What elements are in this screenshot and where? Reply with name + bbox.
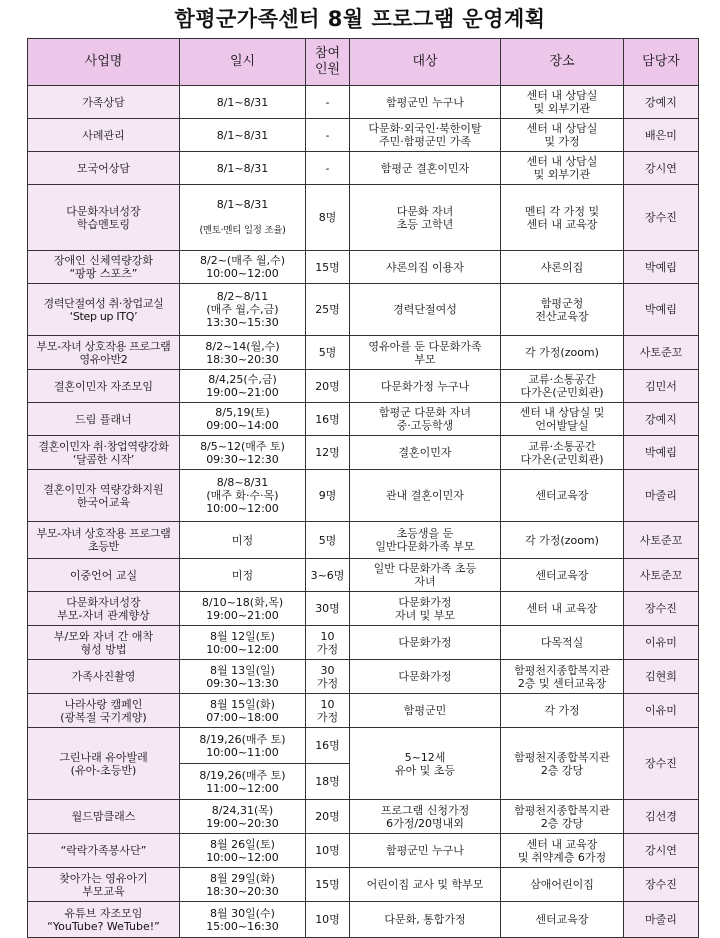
row-date-note: (멘토·멘티 일정 조율) (199, 225, 286, 236)
row-count: 10 가정 (306, 694, 350, 728)
row-target: 다문화가정 누구나 (350, 370, 501, 403)
row-count: 5명 (306, 522, 350, 559)
row-date: 미정 (180, 522, 306, 559)
row-count: 12명 (306, 436, 350, 470)
header-place: 장소 (501, 39, 624, 86)
row-manager: 장수진 (624, 868, 699, 902)
row-target: 함평군민 누구나 (350, 834, 501, 868)
row-place: 다목적실 (501, 626, 624, 660)
row-date: 8/1~8/31 (216, 198, 269, 211)
row-count: - (306, 152, 350, 185)
row-name: 그린나래 유아발레 (유아-초등반) (28, 728, 180, 800)
row-count: - (306, 119, 350, 152)
row-count: 15명 (306, 251, 350, 284)
table-row (28, 470, 699, 522)
row-manager: 강예지 (624, 86, 699, 119)
row-target: 초등생을 둔 일반다문화가족 부모 (350, 522, 501, 559)
table-row (28, 403, 699, 436)
row-manager: 이유미 (624, 694, 699, 728)
row-place: 교류·소통공간 다가온(군민회관) (501, 436, 624, 470)
row-date: 8/19,26(매주 토) 11:00~12:00 (180, 764, 306, 800)
row-manager: 배은미 (624, 119, 699, 152)
table-header-row (28, 39, 699, 86)
row-target: 함평군민 (350, 694, 501, 728)
row-manager: 장수진 (624, 592, 699, 626)
row-manager: 사토준꼬 (624, 522, 699, 559)
row-target: 일반 다문화가족 초등 자녀 (350, 559, 501, 592)
row-name: 경력단절여성 취·창업교실 ‘Step up ITQ’ (28, 284, 180, 336)
header-target: 대상 (350, 39, 501, 86)
row-manager: 강시연 (624, 152, 699, 185)
row-target: 다문화·외국인·북한이탈 주민·함평군민 가족 (350, 119, 501, 152)
header-date: 일시 (180, 39, 306, 86)
row-name: 부모-자녀 상호작용 프로그램 영유아반2 (28, 336, 180, 370)
table-row (28, 522, 699, 559)
row-manager: 마줄리 (624, 470, 699, 522)
table-row (28, 559, 699, 592)
row-name: 결혼이민자 역량강화지원 한국어교육 (28, 470, 180, 522)
row-count: 18명 (306, 764, 350, 800)
table-row (28, 834, 699, 868)
row-name: 모국어상담 (28, 152, 180, 185)
row-manager: 박예림 (624, 436, 699, 470)
row-manager: 박예림 (624, 251, 699, 284)
row-place: 함평군청 전산교육장 (501, 284, 624, 336)
row-date: 8월 15일(화) 07:00~18:00 (180, 694, 306, 728)
page-title: 함평군가족센터 8월 프로그램 운영계획 (174, 7, 546, 31)
row-date: 8/2~14(월,수) 18:30~20:30 (180, 336, 306, 370)
row-place: 각 가정(zoom) (501, 336, 624, 370)
row-target: 결혼이민자 (350, 436, 501, 470)
row-name: 결혼이민자 취·창업역량강화 ‘달콤한 시작’ (28, 436, 180, 470)
row-place: 센터 내 상담실 및 언어발달실 (501, 403, 624, 436)
row-manager: 강시연 (624, 834, 699, 868)
row-manager: 사토준꼬 (624, 336, 699, 370)
row-count: 8명 (306, 185, 350, 251)
table-row (28, 185, 699, 251)
row-name: 가족사진촬영 (28, 660, 180, 694)
row-name: 다문화자녀성장 부모-자녀 관계향상 (28, 592, 180, 626)
row-place: 센터교육장 (501, 902, 624, 938)
table-row (28, 119, 699, 152)
row-target: 프로그램 신청가정 6가정/20명내외 (350, 800, 501, 834)
row-count: 10명 (306, 902, 350, 938)
table-row (28, 868, 699, 902)
row-name: 사례관리 (28, 119, 180, 152)
row-place: 함평천지종합복지관 2층 및 센터교육장 (501, 660, 624, 694)
program-schedule-table (27, 38, 699, 938)
row-name: 월드맘클래스 (28, 800, 180, 834)
row-place: 센터 내 상담실 및 외부기관 (501, 86, 624, 119)
row-place: 삼애어린이집 (501, 868, 624, 902)
table-row (28, 800, 699, 834)
table-row (28, 592, 699, 626)
row-name: 유튜브 자조모임 “YouTube? WeTube!” (28, 902, 180, 938)
table-row (28, 728, 699, 764)
header-name: 사업명 (28, 39, 180, 86)
row-target: 다문화가정 (350, 626, 501, 660)
table-row (28, 152, 699, 185)
row-name: 나라사랑 캠페인 (광복절 국기게양) (28, 694, 180, 728)
row-name: “락락가족봉사단” (28, 834, 180, 868)
row-place: 각 가정(zoom) (501, 522, 624, 559)
row-date: 8월 29일(화) 18:30~20:30 (180, 868, 306, 902)
row-date: 8월 30일(수) 15:00~16:30 (180, 902, 306, 938)
row-manager: 장수진 (624, 728, 699, 800)
table-row (28, 902, 699, 938)
row-place: 센터교육장 (501, 470, 624, 522)
row-date: 8/1~8/31 (180, 119, 306, 152)
row-target: 함평군 다문화 자녀 중·고등학생 (350, 403, 501, 436)
row-count: 25명 (306, 284, 350, 336)
table-row (28, 626, 699, 660)
row-count: 10명 (306, 834, 350, 868)
row-name: 장애인 신체역량강화 “팡팡 스포츠” (28, 251, 180, 284)
row-count: 10 가정 (306, 626, 350, 660)
row-date: 8/1~8/31 (180, 152, 306, 185)
row-place: 함평천지종합복지관 2층 강당 (501, 728, 624, 800)
row-manager: 이유미 (624, 626, 699, 660)
row-target: 다문화가정 자녀 및 부모 (350, 592, 501, 626)
table-row (28, 694, 699, 728)
row-target: 다문화가정 (350, 660, 501, 694)
row-place: 센터 내 교육장 및 취약계층 6가정 (501, 834, 624, 868)
table-row (28, 284, 699, 336)
row-date: 미정 (180, 559, 306, 592)
row-target: 어린이집 교사 및 학부모 (350, 868, 501, 902)
row-date: 8/8~8/31 (매주 화·수·목) 10:00~12:00 (180, 470, 306, 522)
row-place: 센터 내 상담실 및 가정 (501, 119, 624, 152)
row-place: 센터교육장 (501, 559, 624, 592)
row-count: 20명 (306, 370, 350, 403)
table-row (28, 436, 699, 470)
row-date: 8/1~8/31 (180, 86, 306, 119)
row-target: 관내 결혼이민자 (350, 470, 501, 522)
row-name: 이중언어 교실 (28, 559, 180, 592)
row-name: 찾아가는 영유아기 부모교육 (28, 868, 180, 902)
row-count: 16명 (306, 728, 350, 764)
row-place: 각 가정 (501, 694, 624, 728)
row-manager: 강예지 (624, 403, 699, 436)
row-target: 다문화 자녀 초등 고학년 (350, 185, 501, 251)
row-date: 8/2~(매주 월,수) 10:00~12:00 (180, 251, 306, 284)
row-date: 8월 12일(토) 10:00~12:00 (180, 626, 306, 660)
row-manager: 박예림 (624, 284, 699, 336)
row-count: - (306, 86, 350, 119)
row-count: 16명 (306, 403, 350, 436)
row-name: 부/모와 자녀 간 애착 형성 방법 (28, 626, 180, 660)
row-count: 5명 (306, 336, 350, 370)
row-target: 함평군 결혼이민자 (350, 152, 501, 185)
table-row (28, 86, 699, 119)
row-name: 드림 플래너 (28, 403, 180, 436)
header-manager: 담당자 (624, 39, 699, 86)
row-place: 센터 내 교육장 (501, 592, 624, 626)
row-count: 30 가정 (306, 660, 350, 694)
row-name: 결혼이민자 자조모임 (28, 370, 180, 403)
row-target: 샤론의집 이용자 (350, 251, 501, 284)
row-place: 교류·소통공간 다가온(군민회관) (501, 370, 624, 403)
row-place: 멘티 각 가정 및 센터 내 교육장 (501, 185, 624, 251)
table-row (28, 370, 699, 403)
row-count: 20명 (306, 800, 350, 834)
row-date: 8/19,26(매주 토) 10:00~11:00 (180, 728, 306, 764)
row-manager: 사토준꼬 (624, 559, 699, 592)
row-target: 영유아를 둔 다문화가족 부모 (350, 336, 501, 370)
row-name: 부모-자녀 상호작용 프로그램 초등반 (28, 522, 180, 559)
row-date: 8/5~12(매주 토) 09:30~12:30 (180, 436, 306, 470)
row-target: 함평군민 누구나 (350, 86, 501, 119)
row-date: 8/10~18(화,목) 19:00~21:00 (180, 592, 306, 626)
row-name: 다문화자녀성장 학습멘토링 (28, 185, 180, 251)
row-target: 5~12세 유아 및 초등 (350, 728, 501, 800)
row-date: 8월 13일(일) 09:30~13:30 (180, 660, 306, 694)
row-date-cell (180, 185, 306, 251)
header-count: 참여 인원 (306, 39, 350, 86)
row-date: 8/24,31(목) 19:00~20:30 (180, 800, 306, 834)
row-date: 8/5,19(토) 09:00~14:00 (180, 403, 306, 436)
row-manager: 마줄리 (624, 902, 699, 938)
row-count: 3~6명 (306, 559, 350, 592)
row-place: 센터 내 상담실 및 외부기관 (501, 152, 624, 185)
row-manager: 장수진 (624, 185, 699, 251)
row-manager: 김현희 (624, 660, 699, 694)
row-date: 8월 26일(토) 10:00~12:00 (180, 834, 306, 868)
row-place: 샤론의집 (501, 251, 624, 284)
row-date: 8/4,25(수,금) 19:00~21:00 (180, 370, 306, 403)
table-row (28, 660, 699, 694)
row-count: 9명 (306, 470, 350, 522)
row-target: 경력단절여성 (350, 284, 501, 336)
row-place: 함평천지종합복지관 2층 강당 (501, 800, 624, 834)
row-count: 15명 (306, 868, 350, 902)
row-target: 다문화, 통합가정 (350, 902, 501, 938)
table-row (28, 336, 699, 370)
row-date: 8/2~8/11 (매주 월,수,금) 13:30~15:30 (180, 284, 306, 336)
row-name: 가족상담 (28, 86, 180, 119)
row-manager: 김민서 (624, 370, 699, 403)
row-count: 30명 (306, 592, 350, 626)
row-manager: 김선경 (624, 800, 699, 834)
table-row (28, 251, 699, 284)
